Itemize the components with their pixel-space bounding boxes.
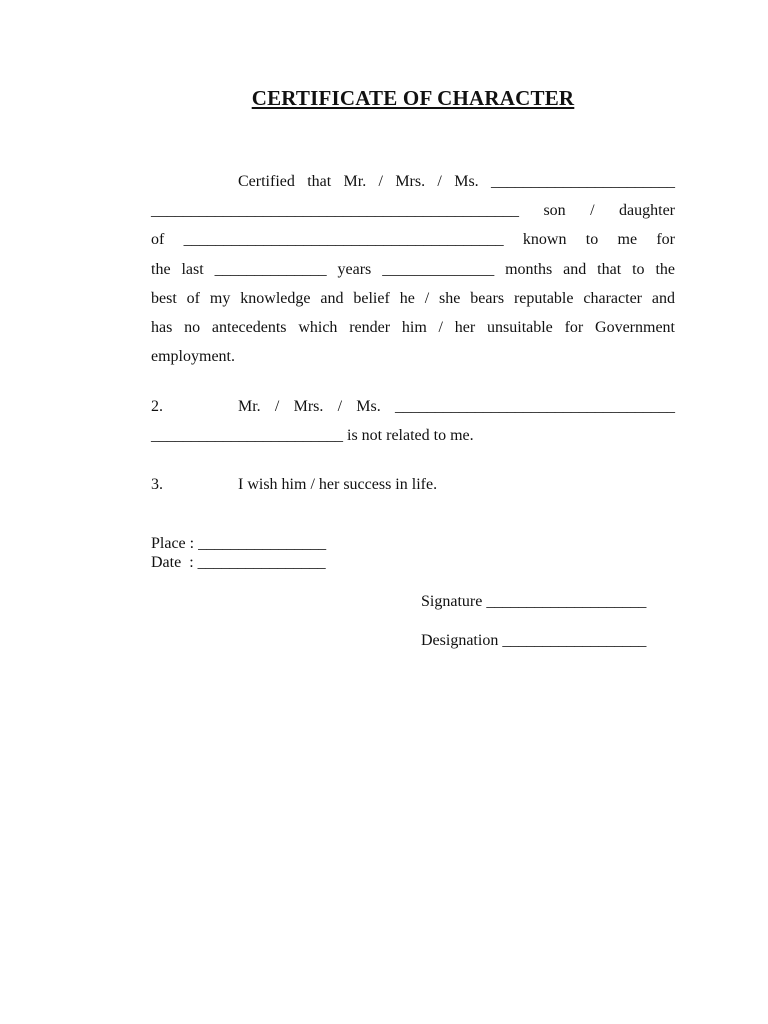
para1-line7: employment. [151, 348, 235, 365]
para2-line1: Mr. / Mrs. / Ms. ___________________________________ [238, 398, 675, 415]
para1-line6: has no antecedents which render him / her unsuitable for Government [151, 319, 675, 336]
para2-line2: ________________________ is not related to me. [151, 427, 474, 444]
para1-line3: of ________________________________________ known to me for [151, 231, 675, 248]
para1-line5: best of my knowledge and belief he / she bears reputable character and [151, 290, 675, 307]
para3-number: 3. [151, 476, 163, 493]
signature-field: Signature ____________________ [421, 593, 647, 610]
para2-number: 2. [151, 398, 163, 415]
para1-line2: ______________________________________________ son / daughter [151, 202, 675, 219]
place-field: Place : ________________ [151, 535, 327, 552]
designation-field: Designation __________________ [421, 632, 647, 649]
para1-line1: Certified that Mr. / Mrs. / Ms. _______________________ [238, 173, 675, 190]
para3-text: I wish him / her success in life. [238, 476, 438, 493]
document-title: CERTIFICATE OF CHARACTER [251, 86, 575, 110]
date-field: Date : ________________ [151, 554, 326, 571]
para1-line4: the last ______________ years ______________ months and that to the [151, 261, 675, 278]
